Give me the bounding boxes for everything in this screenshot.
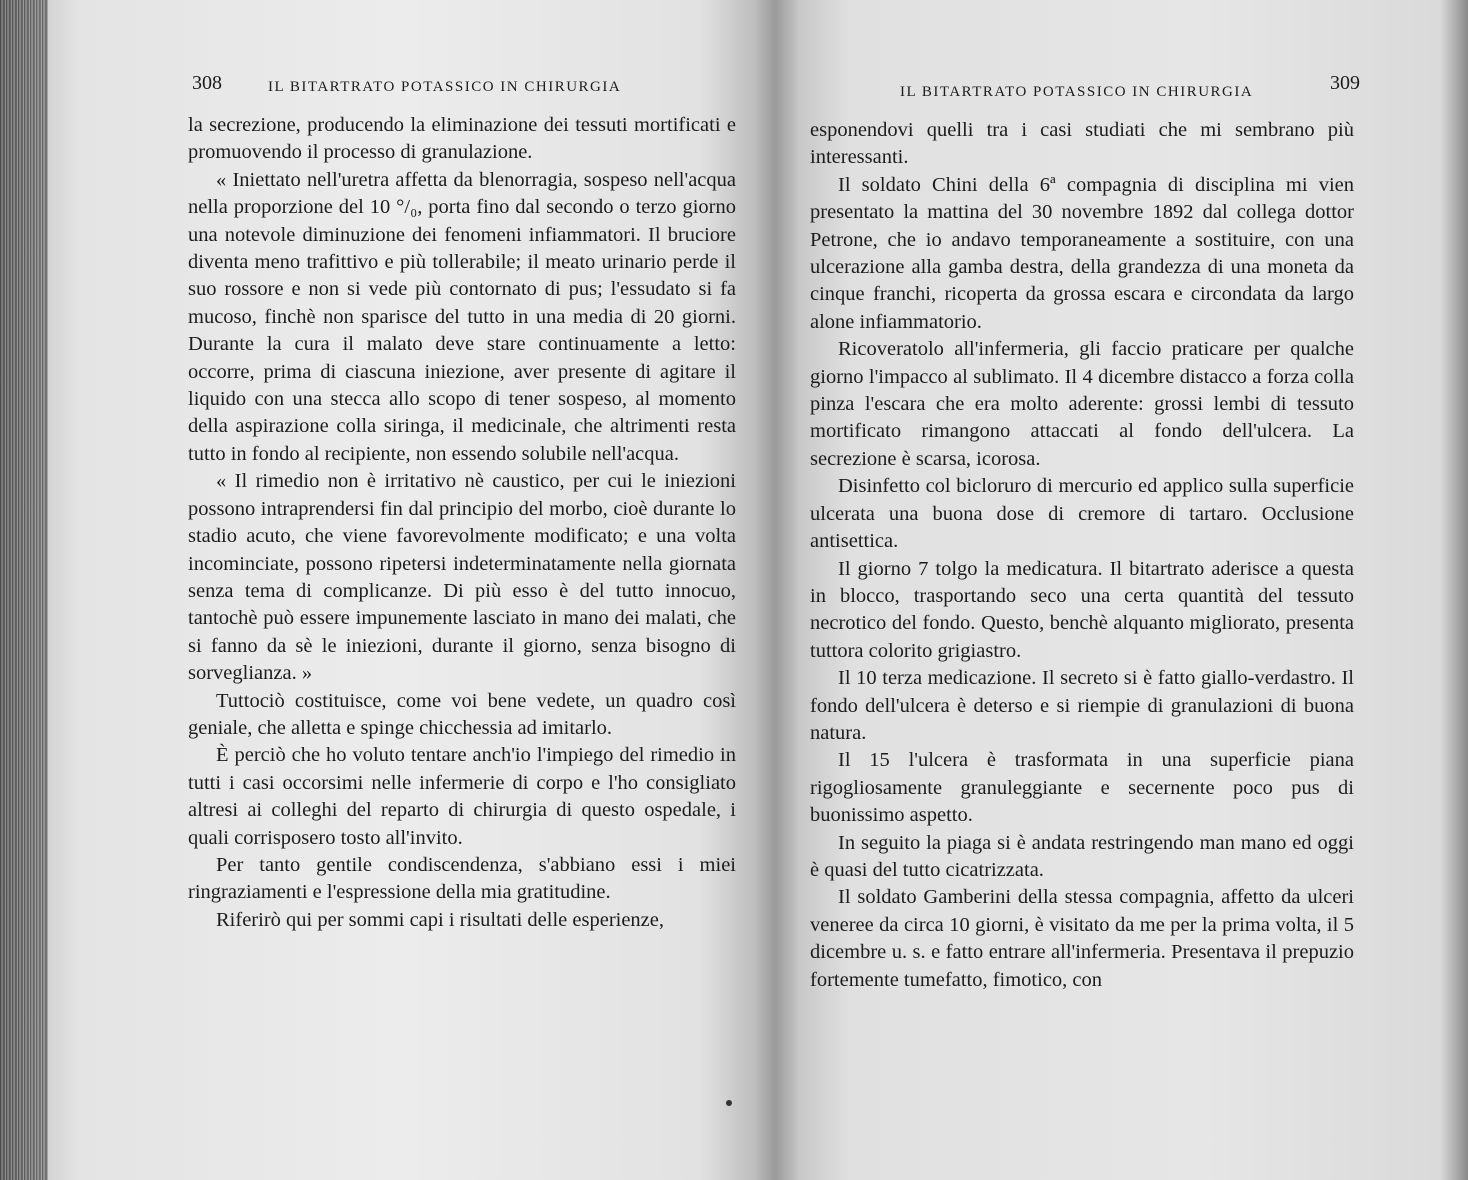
paragraph: « Iniettato nell'uretra affetta da blenorragia, sospeso nell'acqua nella proporzione del 10 °/₀, porta fino dal secondo o terzo giorno una notevole diminuzione dei fenomeni infiammatori. Il bruciore diventa meno trafittivo e più tollerabile; il meato urinario perde il suo rossore e non si vede più contornato di pus; l'essudato si fa mucoso, finchè non sparisce del tutto in una media di 20 giorni. Durante la cura il malato deve stare continuamente a letto: occorre, prima di ciascuna iniezione, aver presente di agitare il liquido con una stecca allo scopo di tener sospeso, al momento della aspirazione colla siringa, il medicinale, che altrimenti resta tutto in fondo al recipiente, non essendo solubile nell'acqua.: [188, 168, 736, 465]
paragraph: Disinfetto col bicloruro di mercurio ed applico sulla superficie ulcerata una buona dose di cremore di tartaro. Occlusione antisettica.: [810, 475, 1354, 553]
paragraph: Il giorno 7 tolgo la medicatura. Il bitartrato aderisce a questa in blocco, trasportando seco una certa quantità del tessuto necrotico del fondo. Questo, benchè alquanto migliorato, presenta tuttora colorito grigiastro.: [810, 557, 1354, 662]
right-running-title: IL BITARTRATO POTASSICO IN CHIRURGIA: [900, 84, 1254, 100]
right-page: [790, 0, 1360, 1180]
paragraph: Tuttociò costituisce, come voi bene vedete, un quadro così geniale, che alletta e spinge chicchessia ad imitarlo.: [188, 689, 736, 739]
paragraph: « Il rimedio non è irritativo nè caustico, per cui le iniezioni possono intraprendersi fin dal principio del morbo, cioè durante lo stadio acuto, che viene favorevolmente modificato; e una volta incominciate, possono ripetersi indeterminatamente nella giornata senza tema di complicanze. Di più esso è del tutto innocuo, tantochè può essere impunemente lasciato in mano dei malati, che si fanno da sè le iniezioni, durante il giorno, senza bisogno di sorveglianza. »: [188, 470, 736, 685]
page-edge-stack: [0, 0, 48, 1180]
scan-speck: [726, 1100, 732, 1106]
left-running-head: [160, 72, 750, 112]
paragraph: Riferirò qui per sommi capi i risultati delle esperienze,: [216, 908, 665, 931]
right-running-head: [790, 72, 1360, 112]
paragraph: Il 15 l'ulcera è trasformata in una superficie piana rigogliosamente granuleggiante e secernente poco pus di buonissimo aspetto.: [810, 749, 1354, 827]
paragraph: È perciò che ho voluto tentare anch'io l'impiego del rimedio in tutti i casi occorsimi nelle infermerie di corpo e l'ho consigliato altresi ai colleghi del reparto di chirurgia di questo ospedale, i quali corrisposero tosto all'invito.: [188, 744, 736, 849]
paragraph: In seguito la piaga si è andata restringendo man mano ed oggi è quasi del tutto cicatrizzata.: [810, 831, 1354, 881]
left-body-text: [188, 112, 736, 934]
paragraph: esponendovi quelli tra i casi studiati che mi sembrano più interessanti.: [810, 119, 1354, 169]
left-page: [160, 0, 750, 1180]
paragraph: Il 10 terza medicazione. Il secreto si è fatto giallo-verdastro. Il fondo dell'ulcera è deterso e si riempie di granulazioni di buona natura.: [810, 667, 1354, 744]
paragraph: Per tanto gentile condiscendenza, s'abbiano essi i miei ringraziamenti e l'espressione della mia gratitudine.: [188, 853, 736, 904]
left-running-title: IL BITARTRATO POTASSICO IN CHIRURGIA: [268, 79, 622, 95]
paragraph: la secrezione, producendo la eliminazione dei tessuti mortificati e promuovendo il processo di granulazione.: [188, 114, 736, 164]
paragraph: Il soldato Chini della 6ª compagnia di disciplina mi vien presentato la mattina del 30 novembre 1892 dal collega dottor Petrone, che io andavo temporaneamente a sostituire, con una ulcerazione alla gamba destra, della grandezza di una moneta da cinque franchi, ricoperta da grossa escara e circondata da largo alone infiammatorio.: [810, 173, 1354, 333]
left-page-number: 308: [192, 72, 222, 94]
paragraph: Il soldato Gamberini della stessa compagnia, affetto da ulceri veneree da circa 10 giorni, è visitato da me per la prima volta, il 5 dicembre u. s. e fatto entrare all'infermeria. Presentava il prepuzio fortemente tumefatto, fimotico, con: [810, 886, 1354, 991]
paragraph: Ricoveratolo all'infermeria, gli faccio praticare per qualche giorno l'impacco al sublimato. Il 4 dicembre distacco a forza colla pinza l'escara che era molto aderente: grossi lembi di tessuto mortificato rimangono attaccati al fondo dell'ulcera. La secrezione è scarsa, icorosa.: [810, 338, 1354, 470]
right-page-number: 309: [1330, 72, 1360, 94]
right-body-text: [810, 117, 1354, 994]
